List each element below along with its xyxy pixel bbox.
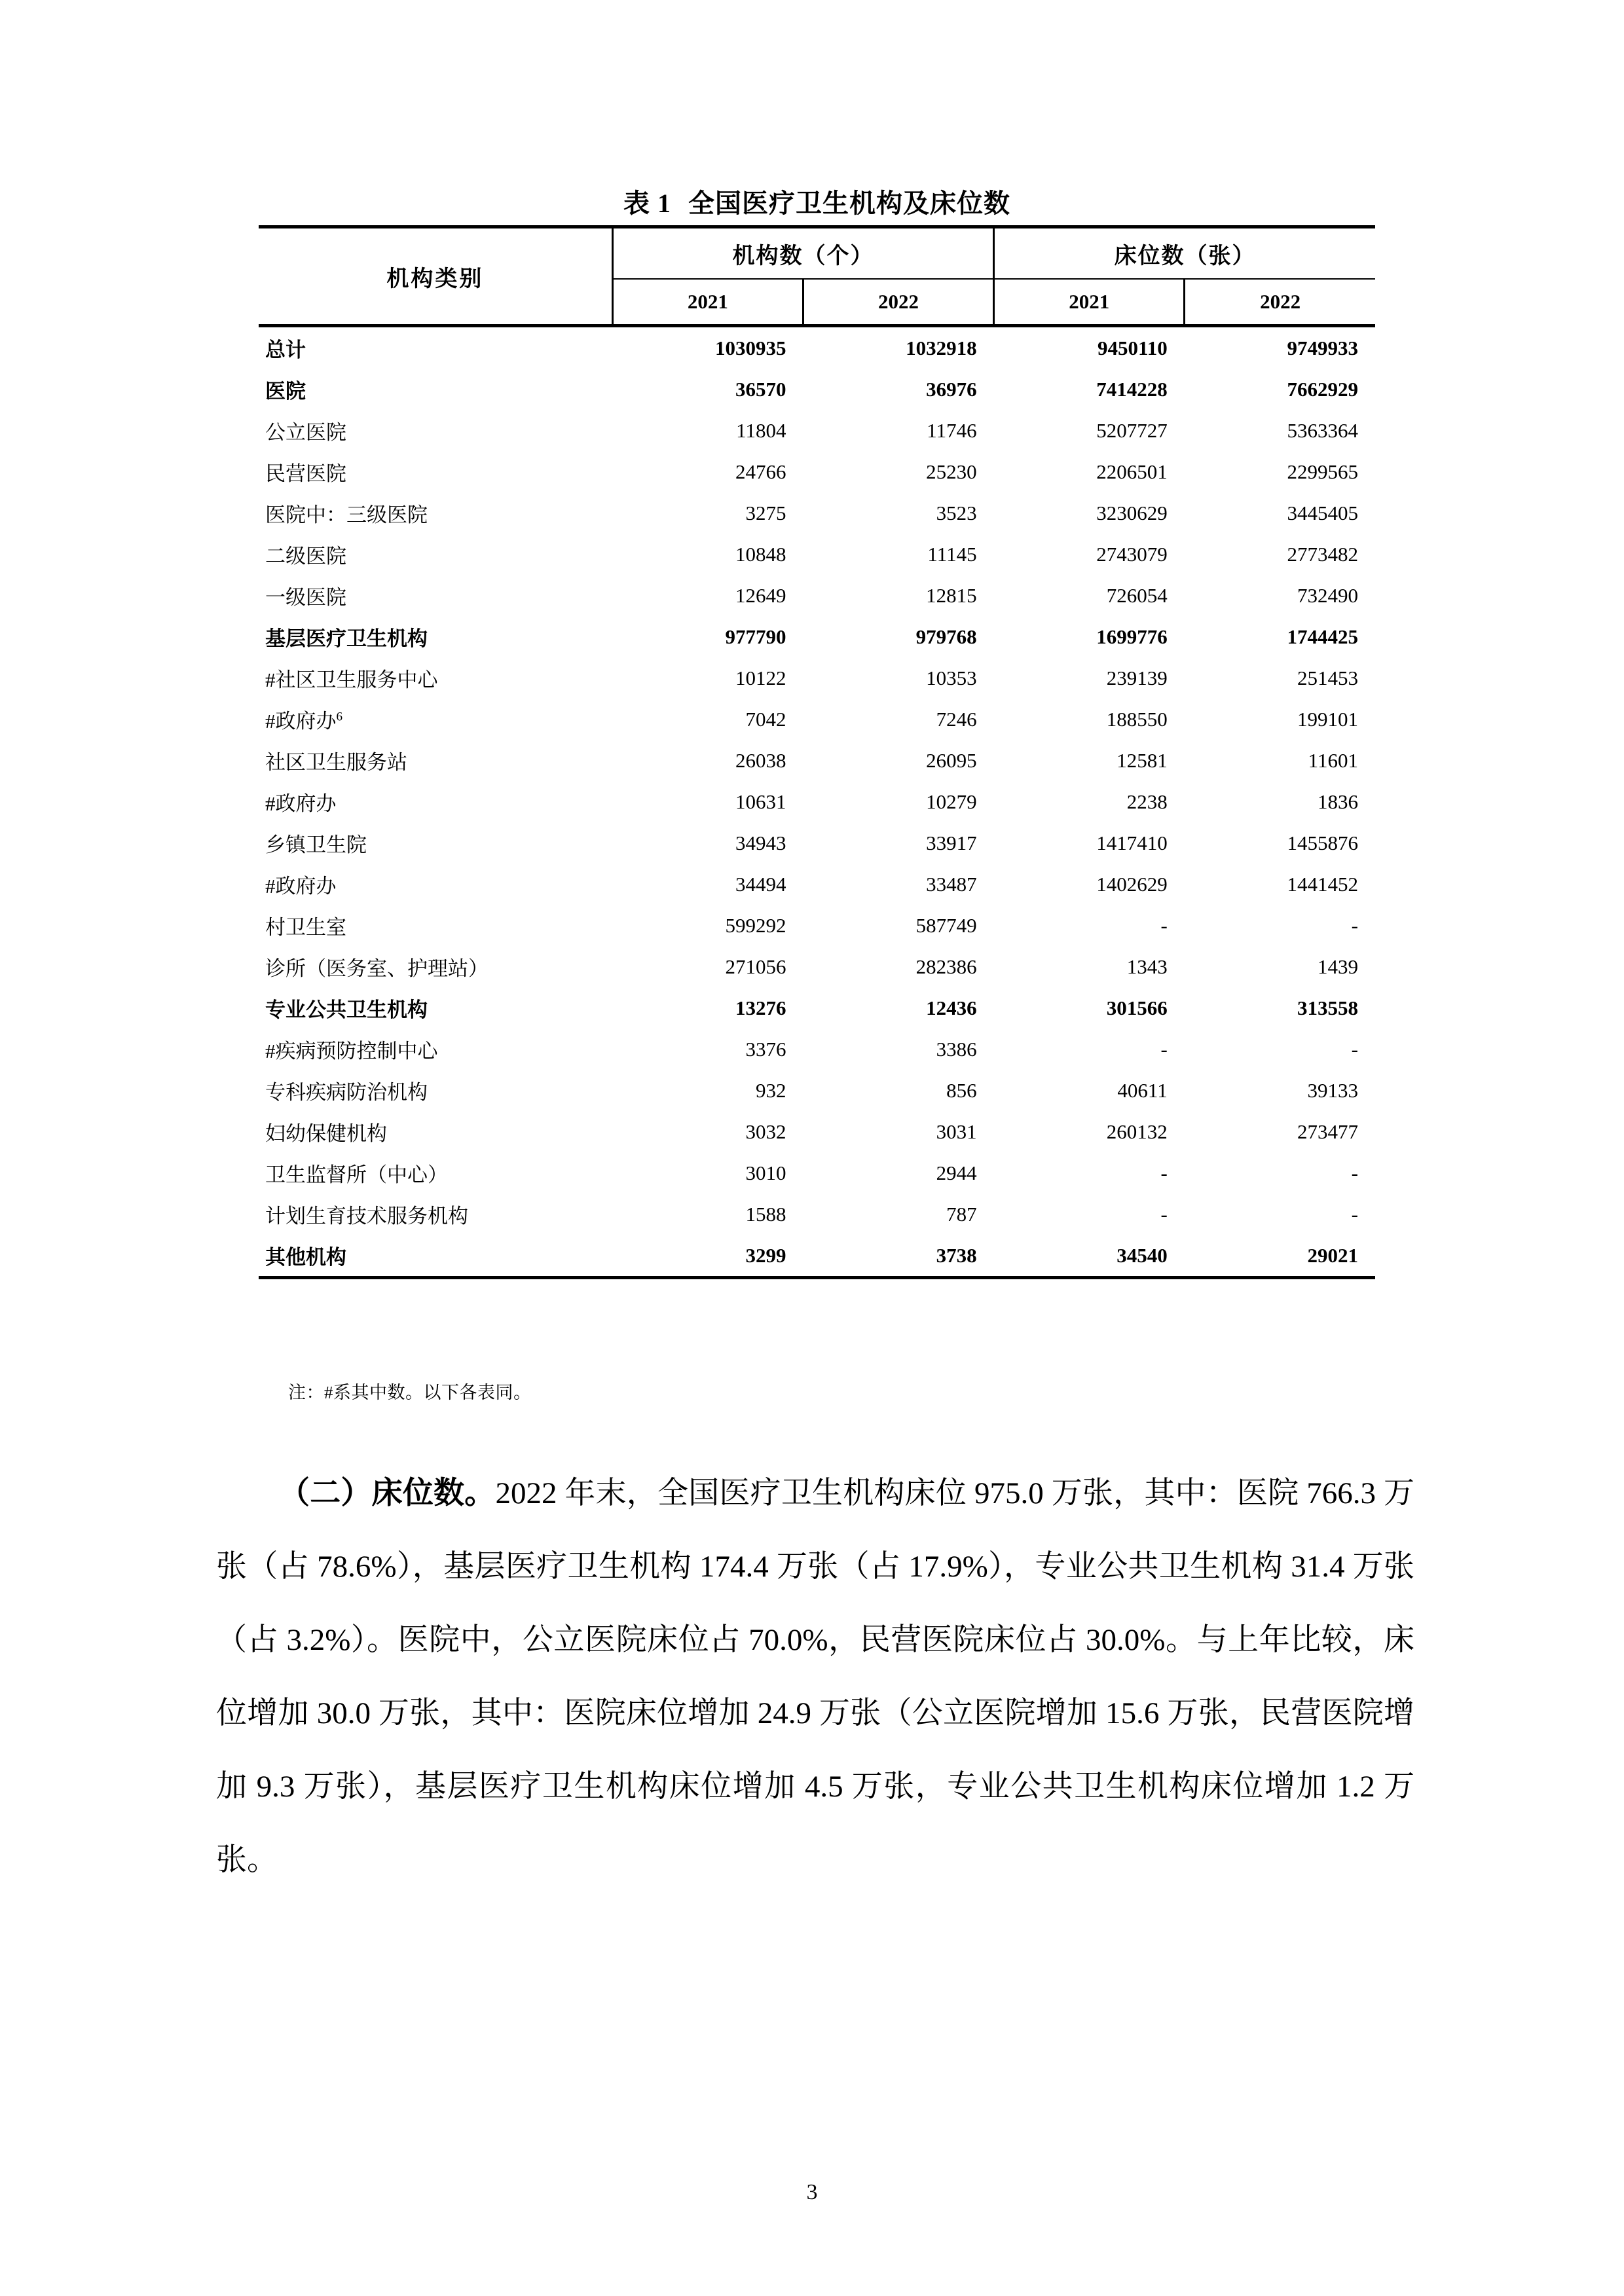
- row-value: 260132: [1106, 1120, 1168, 1143]
- row-value: 1441452: [1287, 872, 1358, 896]
- row-label: 诊所（医务室、护理站）: [265, 957, 489, 980]
- row-value: 3523: [936, 501, 977, 524]
- header-group-beds: 床位数（张）: [994, 227, 1375, 280]
- row-value: 7042: [745, 707, 786, 731]
- row-label: 医院中：三级医院: [265, 503, 428, 526]
- row-value: 10631: [735, 790, 786, 813]
- row-value: 1699776: [1096, 625, 1168, 648]
- row-value: 10122: [735, 666, 786, 689]
- table-row: [259, 1235, 1375, 1278]
- row-label: 妇幼保健机构: [265, 1122, 387, 1145]
- row-value: -: [1351, 1202, 1358, 1226]
- table-row: [259, 740, 1375, 781]
- row-value: 24766: [735, 460, 786, 483]
- row-value: 26095: [926, 748, 977, 772]
- row-value: 3230629: [1096, 501, 1168, 524]
- row-value: 10279: [926, 790, 977, 813]
- table-row: [259, 451, 1375, 492]
- row-value: 3386: [936, 1037, 977, 1061]
- header-group-institutions: 机构数（个）: [612, 227, 993, 280]
- table-row: [259, 326, 1375, 369]
- row-value: -: [1351, 1037, 1358, 1061]
- row-value: 25230: [926, 460, 977, 483]
- row-value: 12649: [735, 583, 786, 607]
- row-value: 3031: [936, 1120, 977, 1143]
- row-value: 2206501: [1096, 460, 1168, 483]
- row-value: 10353: [926, 666, 977, 689]
- table-title: [259, 189, 1375, 219]
- row-value: 11145: [927, 542, 977, 566]
- table-row: [259, 575, 1375, 616]
- row-value: -: [1160, 1037, 1168, 1061]
- table-row: [259, 699, 1375, 740]
- table-row: [259, 1070, 1375, 1111]
- row-value: 12815: [926, 583, 977, 607]
- row-value: 33487: [926, 872, 977, 896]
- section-lead: （二）床位数。: [279, 1476, 496, 1510]
- table-row: [259, 1029, 1375, 1070]
- table-row: [259, 1152, 1375, 1194]
- row-value: 273477: [1297, 1120, 1358, 1143]
- row-value: 29021: [1307, 1243, 1358, 1267]
- row-value: 856: [946, 1078, 977, 1102]
- row-value: 2773482: [1287, 542, 1358, 566]
- page-number: 3: [806, 2180, 818, 2204]
- row-label: 民营医院: [265, 462, 346, 485]
- row-value: 2743079: [1096, 542, 1168, 566]
- row-value: 3738: [936, 1243, 977, 1267]
- row-value: 3299: [745, 1243, 786, 1267]
- row-value: 726054: [1106, 583, 1168, 607]
- table-row: [259, 987, 1375, 1029]
- body-text-block: [216, 1457, 1414, 1897]
- row-value: 7246: [936, 707, 977, 731]
- row-value: 3376: [745, 1037, 786, 1061]
- row-value: 2944: [936, 1161, 977, 1184]
- row-value: 26038: [735, 748, 786, 772]
- row-value: 239139: [1106, 666, 1168, 689]
- row-label: 公立医院: [265, 421, 346, 444]
- row-value: 34494: [735, 872, 786, 896]
- row-value: 1439: [1318, 955, 1358, 978]
- row-label: 医院: [265, 380, 306, 403]
- row-value: 1343: [1126, 955, 1168, 978]
- table-row: [259, 534, 1375, 575]
- table-row: [259, 1194, 1375, 1235]
- row-value: 36570: [735, 377, 786, 401]
- row-value: 34943: [735, 831, 786, 854]
- row-value: 12581: [1116, 748, 1168, 772]
- table-row: [259, 1111, 1375, 1152]
- row-value: 3445405: [1287, 501, 1358, 524]
- row-value: 732490: [1297, 583, 1358, 607]
- table-row: [259, 946, 1375, 987]
- header-year-beds-2022: 2022: [1185, 279, 1375, 326]
- table-header: [259, 227, 1375, 326]
- table-note: 注：#系其中数。以下各表同。: [288, 1383, 532, 1402]
- row-value: 282386: [915, 955, 977, 978]
- row-value: 2238: [1126, 790, 1168, 813]
- row-label: #政府办: [265, 875, 337, 898]
- row-value: 11746: [927, 418, 977, 442]
- row-value: -: [1160, 1202, 1168, 1226]
- row-value: 199101: [1297, 707, 1358, 731]
- row-value: -: [1351, 1161, 1358, 1184]
- row-label: 二级医院: [265, 545, 346, 568]
- row-value: 3032: [745, 1120, 786, 1143]
- row-value: 5363364: [1287, 418, 1358, 442]
- row-value: -: [1160, 1161, 1168, 1184]
- header-year-inst-2021: 2021: [612, 279, 803, 326]
- row-value: 11601: [1308, 748, 1358, 772]
- row-value: 13276: [735, 996, 786, 1019]
- table-row: [259, 864, 1375, 905]
- table-row: [259, 905, 1375, 946]
- table-row: [259, 781, 1375, 822]
- row-value: 3010: [745, 1161, 786, 1184]
- row-value: 1744425: [1287, 625, 1358, 648]
- row-label: 一级医院: [265, 586, 346, 609]
- table-title-text: 全国医疗卫生机构及床位数: [688, 189, 1010, 218]
- section-body: 2022 年末，全国医疗卫生机构床位 975.0 万张，其中：医院 766.3 万张（占 78.6%），基层医疗卫生机构 174.4 万张（占 17.9%），专业公共卫生机构 31.4 万张（占 3.2%）。医院中，公立医院床位占 70.0%，民营医院床位占 30.0%。与上年比较，床位增加 30.0 万张，其中：医院床位增加 24.9 万张（公立医院增加 15.6 万张，民营医院增加 9.3 万张），基层医疗卫生机构床位增加 4.5 万张，专业公共卫生机构床位增加 1.2 万张。: [216, 1476, 1415, 1877]
- row-value: 1836: [1318, 790, 1358, 813]
- row-label: #社区卫生服务中心: [265, 668, 438, 691]
- header-label-col: 机构类别: [386, 266, 484, 291]
- row-value: 1455876: [1287, 831, 1358, 854]
- row-value: 34540: [1116, 1243, 1168, 1267]
- row-value: 7414228: [1096, 377, 1168, 401]
- row-value: 12436: [926, 996, 977, 1019]
- row-label: 基层医疗卫生机构: [265, 627, 428, 650]
- row-value: 1402629: [1096, 872, 1168, 896]
- row-label: 总计: [265, 338, 306, 361]
- row-label: 乡镇卫生院: [265, 833, 367, 856]
- row-value: -: [1160, 913, 1168, 937]
- row-value: 301566: [1106, 996, 1168, 1019]
- row-value: 979768: [915, 625, 977, 648]
- row-value: 787: [946, 1202, 977, 1226]
- table-body: [259, 326, 1375, 1278]
- row-value: 7662929: [1287, 377, 1358, 401]
- row-label: #政府办$^6$: [265, 710, 342, 733]
- row-value: 39133: [1307, 1078, 1358, 1102]
- row-value: 11804: [736, 418, 786, 442]
- row-value: 1417410: [1096, 831, 1168, 854]
- row-value: 3275: [745, 501, 786, 524]
- table-row: [259, 410, 1375, 451]
- table-1-block: [259, 189, 1375, 1279]
- row-value: 599292: [725, 913, 786, 937]
- health-institutions-table: [259, 225, 1375, 1279]
- row-value: 977790: [725, 625, 786, 648]
- row-value: 40611: [1117, 1078, 1168, 1102]
- footnote-marker: 6: [336, 710, 342, 724]
- row-value: 251453: [1297, 666, 1358, 689]
- table-row: [259, 492, 1375, 534]
- row-label: 其他机构: [265, 1246, 346, 1269]
- row-value: 2299565: [1287, 460, 1358, 483]
- row-value: 1030935: [714, 336, 786, 359]
- row-value: 271056: [725, 955, 786, 978]
- row-value: 5207727: [1096, 418, 1168, 442]
- row-value: 932: [755, 1078, 786, 1102]
- row-label: 社区卫生服务站: [265, 751, 407, 774]
- row-value: 36976: [926, 377, 977, 401]
- table-row: [259, 657, 1375, 699]
- row-label: 村卫生室: [265, 916, 346, 939]
- row-value: 9450110: [1097, 336, 1168, 359]
- row-value: 587749: [915, 913, 977, 937]
- row-label: 专科疾病防治机构: [265, 1081, 428, 1104]
- row-value: 10848: [735, 542, 786, 566]
- row-label: #疾病预防控制中心: [265, 1040, 438, 1063]
- table-row: [259, 822, 1375, 864]
- table-title-prefix: 表 1: [623, 189, 671, 218]
- row-label: 计划生育技术服务机构: [265, 1205, 468, 1228]
- table-row: [259, 369, 1375, 410]
- row-label: 卫生监督所（中心）: [265, 1163, 448, 1186]
- row-value: 313558: [1297, 996, 1358, 1019]
- header-year-beds-2021: 2021: [994, 279, 1185, 326]
- header-year-inst-2022: 2022: [803, 279, 993, 326]
- row-value: -: [1351, 913, 1358, 937]
- section-paragraph: [216, 1457, 1414, 1897]
- row-value: 9749933: [1287, 336, 1358, 359]
- row-value: 33917: [926, 831, 977, 854]
- row-value: 1588: [745, 1202, 786, 1226]
- row-value: 188550: [1106, 707, 1168, 731]
- table-row: [259, 616, 1375, 657]
- row-label: 专业公共卫生机构: [265, 998, 428, 1021]
- row-value: 1032918: [906, 336, 977, 359]
- row-label: #政府办: [265, 792, 337, 815]
